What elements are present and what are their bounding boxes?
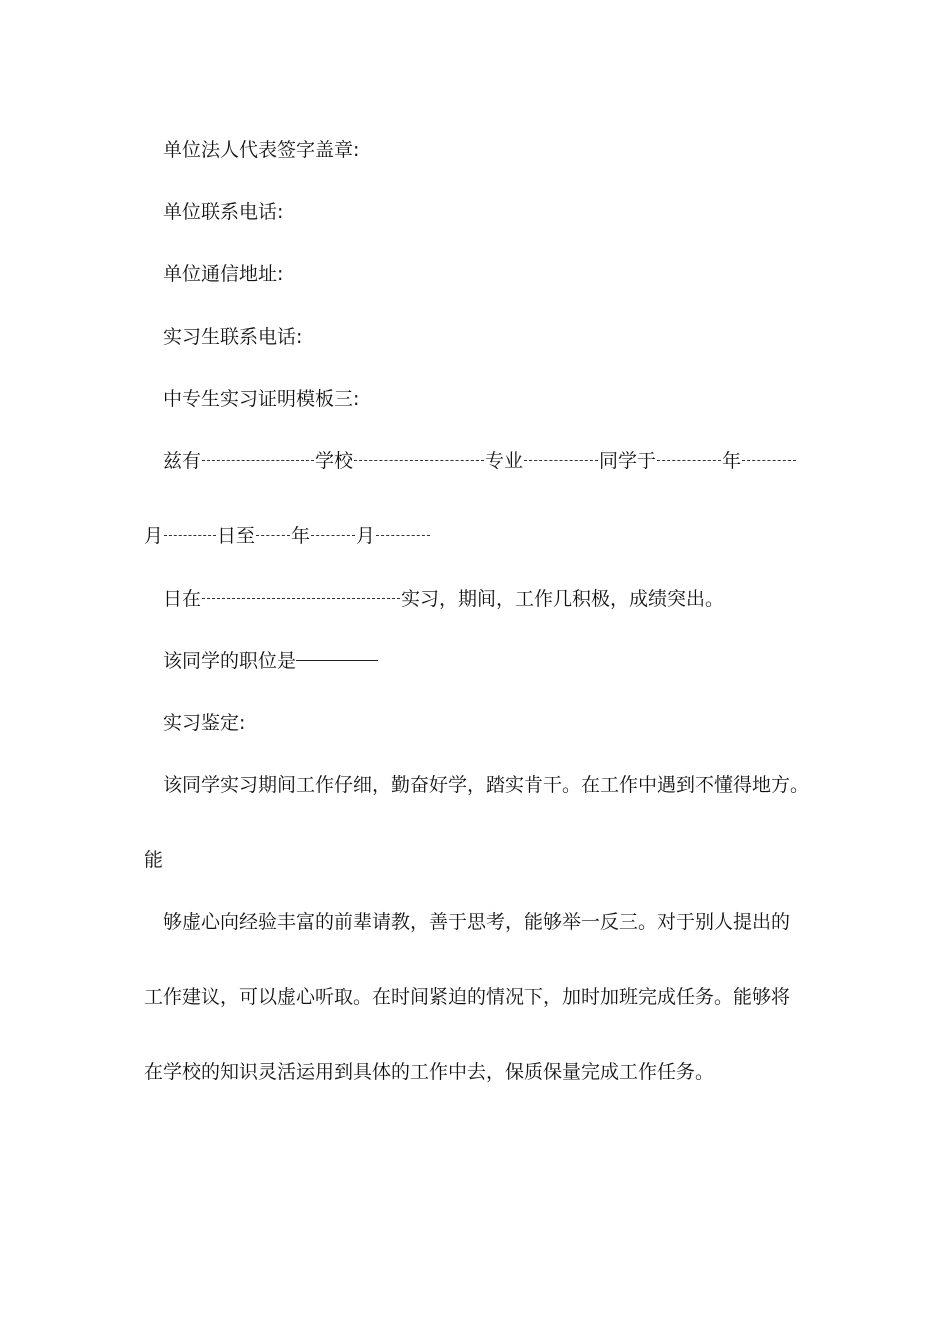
certificate-line-1 <box>163 449 797 473</box>
start-month-blank <box>742 460 796 461</box>
cert-text-performance: 实习，期间，工作几积极，成绩突出。 <box>401 588 725 610</box>
template-heading: 中专生实习证明模板三: <box>163 388 360 410</box>
cert-text-major: 专业 <box>485 450 524 472</box>
appraisal-paragraph-line-5: 在学校的知识灵活运用到具体的工作中去，保质保量完成工作任务。 <box>144 1061 715 1083</box>
cert-text-school: 学校 <box>315 450 354 472</box>
major-blank <box>354 460 484 461</box>
appraisal-paragraph-line-4: 工作建议，可以虚心听取。在时间紧迫的情况下，加时加班完成任务。能够将 <box>144 986 791 1008</box>
cert-text-student-on: 同学于 <box>599 450 657 472</box>
end-month-blank <box>311 535 355 536</box>
unit-phone-label: 单位联系电话: <box>163 201 284 223</box>
position-label: 该同学的职位是 <box>163 650 297 672</box>
internship-place-blank <box>202 598 400 599</box>
cert-text-year: 年 <box>722 450 742 472</box>
student-name-blank <box>524 460 598 461</box>
school-blank <box>202 460 314 461</box>
appraisal-paragraph-line-2: 能 <box>144 849 164 871</box>
appraisal-label: 实习鉴定: <box>163 712 246 734</box>
certificate-line-2 <box>144 524 431 548</box>
end-day-blank <box>376 535 430 536</box>
cert-text-end-month: 月 <box>356 525 376 547</box>
start-year-blank <box>657 460 721 461</box>
appraisal-paragraph-line-3: 够虚心向经验丰富的前辈请教，善于思考，能够举一反三。对于别人提出的 <box>163 911 791 933</box>
cert-text-day-at: 日在 <box>163 588 202 610</box>
cert-text-end-year: 年 <box>291 525 311 547</box>
cert-text-ziyou: 兹有 <box>163 450 202 472</box>
position-line <box>163 649 378 673</box>
legal-rep-signature-label: 单位法人代表签字盖章: <box>163 139 360 161</box>
cert-text-day-to: 日至 <box>217 525 256 547</box>
certificate-line-3 <box>163 587 724 611</box>
start-day-blank <box>164 535 216 536</box>
intern-phone-label: 实习生联系电话: <box>163 326 303 348</box>
cert-text-month: 月 <box>144 525 164 547</box>
appraisal-paragraph-line-1: 该同学实习期间工作仔细，勤奋好学，踏实肯干。在工作中遇到不懂得地方。 <box>163 774 810 796</box>
unit-address-label: 单位通信地址: <box>163 263 284 285</box>
position-blank <box>296 660 378 661</box>
end-year-blank <box>256 535 290 536</box>
